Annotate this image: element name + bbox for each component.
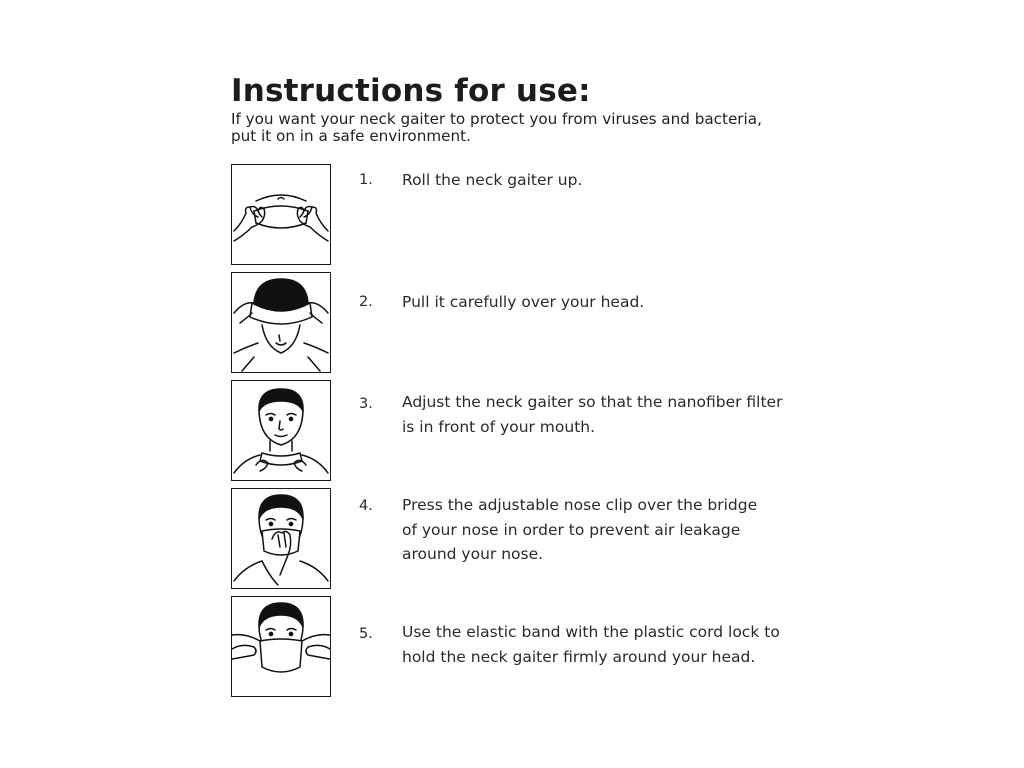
step-text-line: Adjust the neck gaiter so that the nanofiber filter <box>402 393 783 411</box>
step-text <box>402 390 822 439</box>
step-text-line: Pull it carefully over your head. <box>402 293 645 311</box>
step-text-line: Press the adjustable nose clip over the bridge <box>402 496 758 514</box>
step-text-line: around your nose. <box>402 545 544 563</box>
step-text-line: of your nose in order to prevent air leakage <box>402 520 741 539</box>
step-2 <box>231 272 831 372</box>
press-nose-clip-icon <box>231 488 331 589</box>
tighten-band-icon <box>231 596 331 697</box>
step-1 <box>231 164 831 264</box>
intro-line: If you want your neck gaiter to protect you from viruses and bacteria, <box>231 110 762 128</box>
step-5 <box>231 596 831 696</box>
step-text <box>402 290 822 315</box>
intro-line: put it on in a safe environment. <box>231 127 471 145</box>
step-text <box>402 168 822 193</box>
page-title: Instructions for use: <box>231 73 591 109</box>
step-number: 2. <box>359 294 373 310</box>
step-text <box>402 620 822 669</box>
step-3 <box>231 380 831 480</box>
step-number: 5. <box>359 626 373 642</box>
step-text-line: Roll the neck gaiter up. <box>402 171 583 189</box>
rolled-gaiter-hands-icon <box>231 164 331 265</box>
step-text <box>402 493 822 567</box>
step-text-line: hold the neck gaiter firmly around your head. <box>402 647 756 666</box>
step-text-line: Use the elastic band with the plastic cord lock to <box>402 623 780 641</box>
step-number: 4. <box>359 498 373 514</box>
step-4 <box>231 488 831 588</box>
step-text-line: is in front of your mouth. <box>402 417 596 436</box>
step-number: 1. <box>359 172 373 188</box>
intro-text <box>231 111 811 145</box>
adjust-gaiter-neck-icon <box>231 380 331 481</box>
gaiter-over-head-icon <box>231 272 331 373</box>
step-number: 3. <box>359 396 373 412</box>
